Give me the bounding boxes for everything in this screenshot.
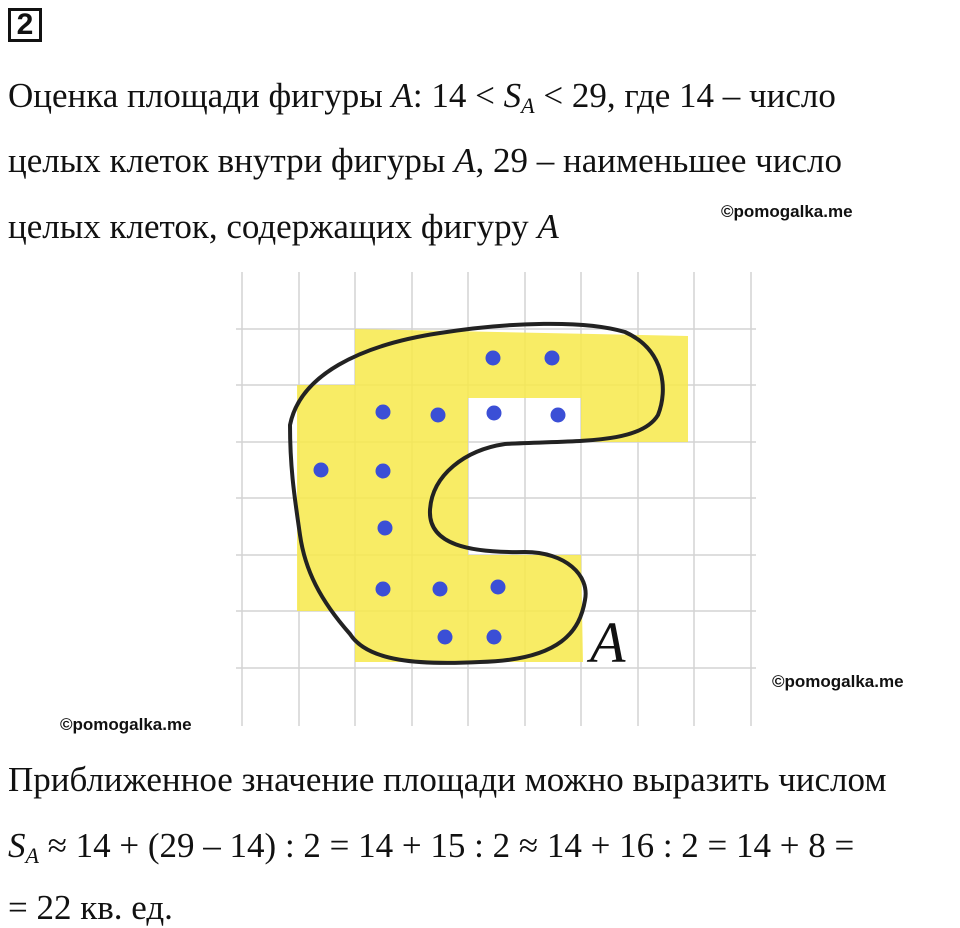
conclusion-line-2: $S_A \approx 14 + (29 - 14)$ : 2 = 14 + 15 : 2 ≈ 14 + 16 : 2 = 14 + 8 = <box>8 826 855 868</box>
inner-cell-dot <box>551 408 566 423</box>
inner-cell-dot <box>433 582 448 597</box>
inner-cell-dot <box>376 582 391 597</box>
figure-name: A <box>454 141 476 180</box>
conclusion-line-1: Приближенное значение площади можно выразить числом <box>8 760 887 799</box>
figure-name: A <box>537 207 559 246</box>
intro-line-2: целых клеток внутри фигуры A, 29 – наименьшее число <box>8 141 842 180</box>
inner-cell-dot <box>376 405 391 420</box>
covering-cells-shading <box>297 329 688 662</box>
intro-line-3: целых клеток, содержащих фигуру A <box>8 207 559 246</box>
inner-cell-dot <box>431 408 446 423</box>
area-symbol: S <box>8 826 26 865</box>
figure-label: A <box>590 610 626 675</box>
inner-cell-dot <box>314 463 329 478</box>
inner-cell-dot <box>486 351 501 366</box>
inner-cell-dot <box>491 580 506 595</box>
inner-cell-dot <box>376 464 391 479</box>
inner-cell-dot <box>487 406 502 421</box>
task-number: 2 <box>8 8 42 42</box>
inner-cell-dot <box>438 630 453 645</box>
watermark: ©pomogalka.me <box>721 202 853 221</box>
figure-name: A <box>391 76 413 115</box>
inner-cell-dot <box>378 521 393 536</box>
conclusion-line-3: = 22 кв. ед. <box>8 888 173 927</box>
inner-cell-dot <box>487 630 502 645</box>
intro-line-1: Оценка площади фигуры A: $14 < S_A < 29$, где 14 – число <box>8 76 836 118</box>
inner-cell-dot <box>545 351 560 366</box>
area-symbol: S <box>503 76 522 115</box>
watermark: ©pomogalka.me <box>60 715 192 734</box>
watermark: ©pomogalka.me <box>772 672 904 691</box>
